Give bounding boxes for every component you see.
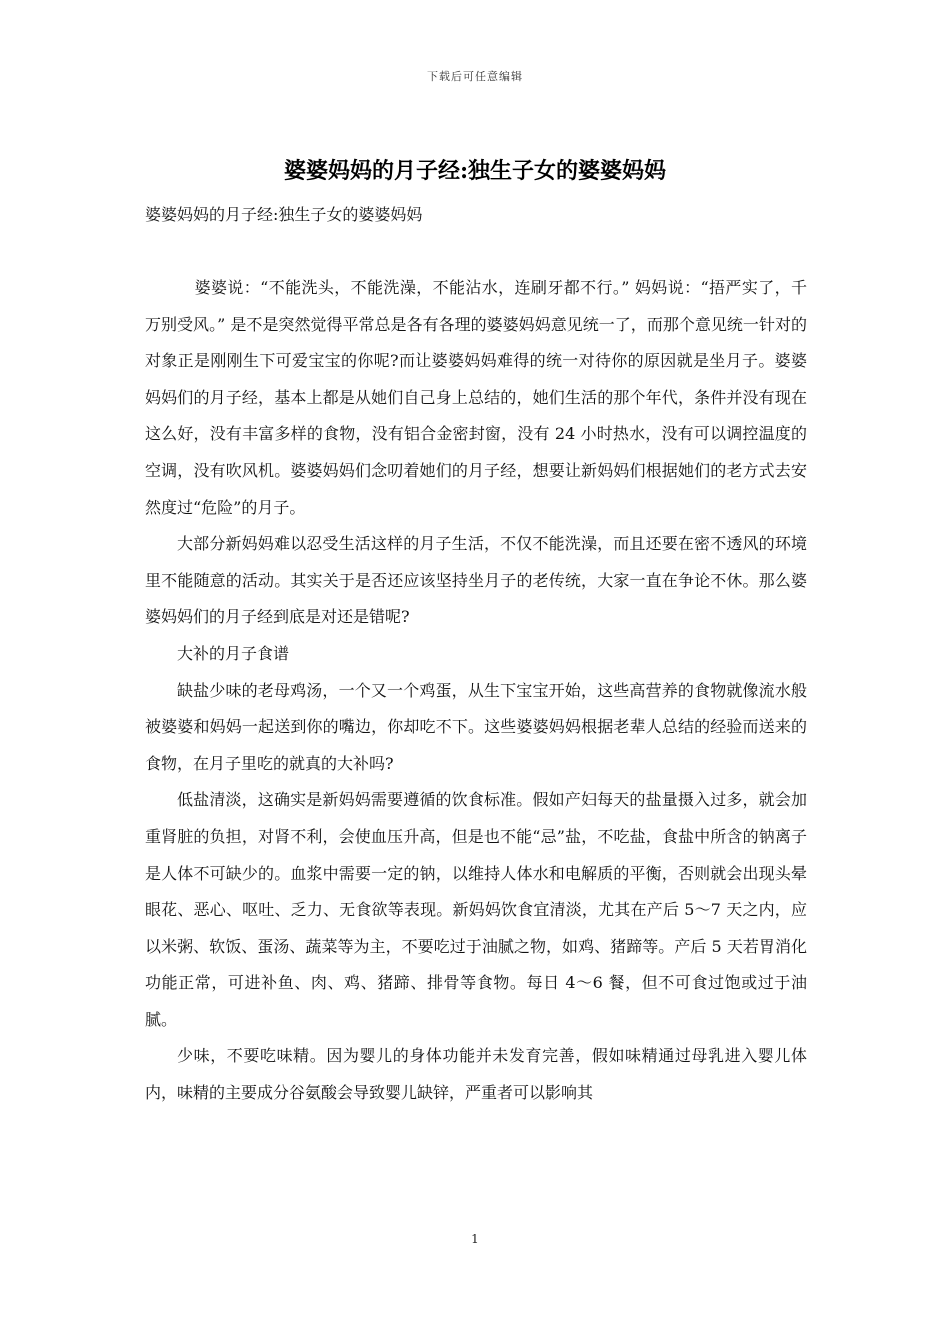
document-body xyxy=(145,270,807,1112)
section-heading: 大补的月子食谱 xyxy=(177,643,290,663)
paragraph: 低盐清淡，这确实是新妈妈需要遵循的饮食标准。假如产妇每天的盐量摄入过多，就会加重肾脏的负担，对肾不利，会使血压升高，但是也不能“忌”盐，不吃盐，食盐中所含的钠离子是人体不可缺少的。血浆中需要一定的钠，以维持人体水和电解质的平衡，否则就会出现头晕眼花、恶心、呕吐、乏力、无食欲等表现。新妈妈饮食宜清淡，尤其在产后 5～7 天之内，应以米粥、软饭、蛋汤、蔬菜等为主，不要吃过于油腻之物，如鸡、猪蹄等。产后 5 天若胃消化功能正常，可进补鱼、肉、鸡、猪蹄、排骨等食物。每日 4～6 餐，但不可食过饱或过于油腻。 xyxy=(145,790,807,1029)
page-number: 1 xyxy=(471,1232,479,1246)
document-title: 婆婆妈妈的月子经:独生子女的婆婆妈妈 xyxy=(283,158,667,184)
document-subtitle: 婆婆妈妈的月子经:独生子女的婆婆妈妈 xyxy=(145,205,423,224)
header-note: 下载后可任意编辑 xyxy=(427,70,523,83)
paragraph: 缺盐少味的老母鸡汤，一个又一个鸡蛋，从生下宝宝开始，这些高营养的食物就像流水般被婆婆和妈妈一起送到你的嘴边，你却吃不下。这些婆婆妈妈根据老辈人总结的经验而送来的食物，在月子里吃的就真的大补吗? xyxy=(145,680,807,773)
paragraph: 婆婆说：“不能洗头，不能洗澡，不能沾水，连刷牙都不行。” 妈妈说：“捂严实了，千万别受风。” 是不是突然觉得平常总是各有各理的婆婆妈妈意见统一了，而那个意见统一针对的对象正是刚刚生下可爱宝宝的你呢?而让婆婆妈妈难得的统一对待你的原因就是坐月子。婆婆妈妈们的月子经，基本上都是从她们自己身上总结的，她们生活的那个年代，条件并没有现在这么好，没有丰富多样的食物，没有铝合金密封窗，没有 24 小时热水，没有可以调控温度的空调，没有吹风机。婆婆妈妈们念叨着她们的月子经，想要让新妈妈们根据她们的老方式去安然度过“危险”的月子。 xyxy=(145,278,807,517)
paragraph: 大部分新妈妈难以忍受生活这样的月子生活，不仅不能洗澡，而且还要在密不透风的环境里不能随意的活动。其实关于是否还应该坚持坐月子的老传统，大家一直在争论不休。那么婆婆妈妈们的月子经到底是对还是错呢? xyxy=(145,534,807,627)
paragraph: 少味，不要吃味精。因为婴儿的身体功能并未发育完善，假如味精通过母乳进入婴儿体内，味精的主要成分谷氨酸会导致婴儿缺锌，严重者可以影响其 xyxy=(145,1046,807,1103)
